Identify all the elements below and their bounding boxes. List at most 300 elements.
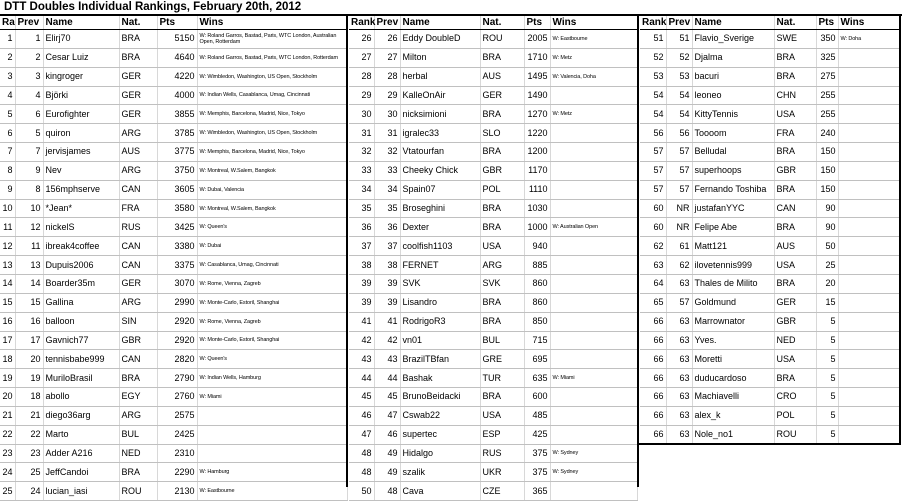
cell-rank[interactable]: 57 — [640, 143, 666, 162]
cell-nat[interactable]: CAN — [119, 256, 157, 275]
cell-name[interactable]: szalik — [400, 463, 480, 482]
cell-nat[interactable]: BRA — [774, 143, 816, 162]
cell-nat[interactable]: AUS — [774, 237, 816, 256]
cell-pts[interactable]: 3750 — [157, 161, 197, 180]
cell-nat[interactable]: NED — [774, 331, 816, 350]
cell-wins[interactable] — [838, 124, 900, 143]
cell-prev[interactable]: 56 — [666, 124, 692, 143]
cell-pts[interactable]: 5 — [816, 388, 838, 407]
cell-prev[interactable]: 63 — [666, 388, 692, 407]
cell-pts[interactable]: 1030 — [524, 199, 550, 218]
cell-rank[interactable]: 38 — [349, 256, 374, 275]
cell-pts[interactable]: 5 — [816, 312, 838, 331]
cell-nat[interactable]: BRA — [119, 463, 157, 482]
cell-name[interactable]: Gavnich77 — [43, 331, 119, 350]
cell-wins[interactable]: W: Hamburg — [197, 463, 347, 482]
cell-nat[interactable]: BRA — [480, 312, 524, 331]
cell-prev[interactable]: 54 — [666, 105, 692, 124]
cell-name[interactable]: duducardoso — [692, 369, 774, 388]
cell-prev[interactable]: 51 — [666, 30, 692, 49]
cell-prev[interactable]: 16 — [15, 312, 43, 331]
cell-rank[interactable]: 66 — [640, 406, 666, 425]
cell-pts[interactable]: 4640 — [157, 48, 197, 67]
cell-pts[interactable]: 1495 — [524, 67, 550, 86]
cell-name[interactable]: Cesar Luiz — [43, 48, 119, 67]
cell-name[interactable]: BrazilTBfan — [400, 350, 480, 369]
cell-wins[interactable] — [838, 237, 900, 256]
cell-wins[interactable]: W: Sydney — [550, 463, 637, 482]
cell-pts[interactable]: 3380 — [157, 237, 197, 256]
cell-nat[interactable]: POL — [774, 406, 816, 425]
cell-nat[interactable]: CZE — [480, 482, 524, 501]
cell-nat[interactable]: BUL — [480, 331, 524, 350]
cell-rank[interactable]: 62 — [640, 237, 666, 256]
cell-wins[interactable] — [550, 274, 637, 293]
cell-nat[interactable]: ROU — [480, 30, 524, 49]
cell-rank[interactable]: 34 — [349, 180, 374, 199]
cell-nat[interactable]: ROU — [774, 425, 816, 444]
cell-nat[interactable]: ARG — [119, 293, 157, 312]
cell-nat[interactable]: USA — [480, 237, 524, 256]
cell-rank[interactable]: 12 — [0, 237, 15, 256]
cell-pts[interactable]: 3375 — [157, 256, 197, 275]
cell-prev[interactable]: 43 — [374, 350, 400, 369]
cell-rank[interactable]: 4 — [0, 86, 15, 105]
cell-nat[interactable]: ARG — [119, 406, 157, 425]
cell-rank[interactable]: 22 — [0, 425, 15, 444]
cell-name[interactable]: BrunoBeidacki — [400, 388, 480, 407]
cell-rank[interactable]: 35 — [349, 199, 374, 218]
cell-pts[interactable]: 885 — [524, 256, 550, 275]
cell-rank[interactable]: 53 — [640, 67, 666, 86]
cell-pts[interactable]: 4000 — [157, 86, 197, 105]
cell-prev[interactable]: 53 — [666, 67, 692, 86]
cell-prev[interactable]: 63 — [666, 312, 692, 331]
cell-pts[interactable]: 850 — [524, 312, 550, 331]
cell-pts[interactable]: 1200 — [524, 143, 550, 162]
cell-rank[interactable]: 18 — [0, 350, 15, 369]
cell-nat[interactable]: GER — [119, 105, 157, 124]
cell-nat[interactable]: ARG — [119, 124, 157, 143]
cell-prev[interactable]: 37 — [374, 237, 400, 256]
cell-prev[interactable]: 42 — [374, 331, 400, 350]
cell-name[interactable]: Cheeky Chick — [400, 161, 480, 180]
cell-rank[interactable]: 14 — [0, 274, 15, 293]
cell-rank[interactable]: 46 — [349, 406, 374, 425]
cell-prev[interactable]: 4 — [15, 86, 43, 105]
cell-pts[interactable]: 715 — [524, 331, 550, 350]
cell-nat[interactable]: GER — [480, 86, 524, 105]
cell-pts[interactable]: 375 — [524, 463, 550, 482]
header-nat[interactable]: Nat. — [119, 15, 157, 30]
cell-name[interactable]: vn01 — [400, 331, 480, 350]
cell-name[interactable]: Elirj70 — [43, 30, 119, 49]
cell-wins[interactable]: W: Miami — [550, 369, 637, 388]
cell-nat[interactable]: BRA — [119, 369, 157, 388]
cell-wins[interactable] — [838, 143, 900, 162]
cell-name[interactable]: nickelS — [43, 218, 119, 237]
cell-name[interactable]: Cava — [400, 482, 480, 501]
cell-wins[interactable] — [550, 331, 637, 350]
cell-prev[interactable]: 15 — [15, 293, 43, 312]
cell-nat[interactable]: RUS — [480, 444, 524, 463]
header-nat[interactable]: Nat. — [774, 15, 816, 30]
cell-name[interactable]: Broseghini — [400, 199, 480, 218]
cell-prev[interactable]: 47 — [374, 406, 400, 425]
cell-name[interactable]: KalleOnAir — [400, 86, 480, 105]
cell-prev[interactable]: 63 — [666, 406, 692, 425]
cell-pts[interactable]: 255 — [816, 105, 838, 124]
cell-pts[interactable]: 1110 — [524, 180, 550, 199]
cell-prev[interactable]: 28 — [374, 67, 400, 86]
cell-pts[interactable]: 5150 — [157, 30, 197, 49]
cell-pts[interactable]: 2005 — [524, 30, 550, 49]
cell-pts[interactable]: 5 — [816, 425, 838, 444]
cell-nat[interactable]: GER — [119, 86, 157, 105]
cell-nat[interactable]: CAN — [774, 199, 816, 218]
cell-pts[interactable]: 5 — [816, 406, 838, 425]
header-wins[interactable]: Wins — [550, 15, 637, 30]
cell-nat[interactable]: FRA — [774, 124, 816, 143]
cell-wins[interactable]: W: Indian Wells, Hamburg — [197, 369, 347, 388]
cell-pts[interactable]: 3785 — [157, 124, 197, 143]
cell-rank[interactable]: 1 — [0, 30, 15, 49]
cell-pts[interactable]: 325 — [816, 48, 838, 67]
cell-rank[interactable]: 44 — [349, 369, 374, 388]
cell-wins[interactable] — [550, 388, 637, 407]
cell-rank[interactable]: 39 — [349, 274, 374, 293]
cell-nat[interactable]: GRE — [480, 350, 524, 369]
cell-wins[interactable]: W: Casablanca, Umag, Cincinnati — [197, 256, 347, 275]
cell-pts[interactable]: 2920 — [157, 312, 197, 331]
header-wins[interactable]: Wins — [197, 15, 347, 30]
cell-wins[interactable]: W: Sydney — [550, 444, 637, 463]
cell-name[interactable]: bacuri — [692, 67, 774, 86]
cell-prev[interactable]: 45 — [374, 388, 400, 407]
cell-name[interactable]: Djalma — [692, 48, 774, 67]
cell-prev[interactable]: NR — [666, 199, 692, 218]
cell-prev[interactable]: 34 — [374, 180, 400, 199]
cell-wins[interactable] — [550, 199, 637, 218]
cell-pts[interactable]: 1170 — [524, 161, 550, 180]
cell-wins[interactable] — [838, 293, 900, 312]
cell-prev[interactable]: 6 — [15, 105, 43, 124]
cell-name[interactable]: Machiavelli — [692, 388, 774, 407]
cell-nat[interactable]: USA — [774, 256, 816, 275]
cell-rank[interactable]: 41 — [349, 312, 374, 331]
cell-nat[interactable]: BRA — [774, 218, 816, 237]
cell-name[interactable]: Toooom — [692, 124, 774, 143]
cell-wins[interactable]: W: Roland Garros, Bastad, Paris, WTC London, Rotterdam — [197, 48, 347, 67]
cell-pts[interactable]: 350 — [816, 30, 838, 49]
cell-pts[interactable]: 25 — [816, 256, 838, 275]
cell-pts[interactable]: 5 — [816, 331, 838, 350]
header-nat[interactable]: Nat. — [480, 15, 524, 30]
cell-nat[interactable]: GBR — [480, 161, 524, 180]
cell-name[interactable]: ibreak4coffee — [43, 237, 119, 256]
cell-nat[interactable]: GBR — [774, 312, 816, 331]
cell-prev[interactable]: 49 — [374, 463, 400, 482]
cell-name[interactable]: Marrownator — [692, 312, 774, 331]
cell-rank[interactable]: 21 — [0, 406, 15, 425]
cell-wins[interactable]: W: Rome, Vienna, Zagreb — [197, 274, 347, 293]
cell-wins[interactable]: W: Monte-Carlo, Estoril, Shanghai — [197, 293, 347, 312]
cell-pts[interactable]: 3855 — [157, 105, 197, 124]
cell-wins[interactable]: W: Rome, Vienna, Zagreb — [197, 312, 347, 331]
cell-nat[interactable]: CRO — [774, 388, 816, 407]
cell-nat[interactable]: BRA — [119, 48, 157, 67]
cell-nat[interactable]: USA — [774, 105, 816, 124]
cell-wins[interactable]: W: Roland Garros, Bastad, Paris, WTC London, Australian Open, Rotterdam — [197, 30, 347, 49]
cell-pts[interactable]: 365 — [524, 482, 550, 501]
cell-wins[interactable] — [838, 86, 900, 105]
cell-pts[interactable]: 3775 — [157, 143, 197, 162]
cell-name[interactable]: JeffCandoi — [43, 463, 119, 482]
cell-nat[interactable]: GER — [119, 274, 157, 293]
cell-name[interactable]: MuriloBrasil — [43, 369, 119, 388]
header-prev[interactable]: Prev — [666, 15, 692, 30]
cell-nat[interactable]: SWE — [774, 30, 816, 49]
cell-pts[interactable]: 255 — [816, 86, 838, 105]
cell-name[interactable]: FERNET — [400, 256, 480, 275]
cell-wins[interactable]: W: Australian Open — [550, 218, 637, 237]
cell-rank[interactable]: 3 — [0, 67, 15, 86]
cell-wins[interactable]: W: Montreal, W.Salem, Bangkok — [197, 161, 347, 180]
cell-name[interactable]: leoneo — [692, 86, 774, 105]
cell-prev[interactable]: 39 — [374, 274, 400, 293]
cell-rank[interactable]: 43 — [349, 350, 374, 369]
cell-nat[interactable]: ROU — [119, 482, 157, 501]
cell-wins[interactable] — [550, 406, 637, 425]
cell-prev[interactable]: 39 — [374, 293, 400, 312]
cell-prev[interactable]: 17 — [15, 331, 43, 350]
cell-name[interactable]: Vtatourfan — [400, 143, 480, 162]
cell-name[interactable]: ilovetennis999 — [692, 256, 774, 275]
cell-rank[interactable]: 2 — [0, 48, 15, 67]
cell-wins[interactable]: W: Monte-Carlo, Estoril, Shanghai — [197, 331, 347, 350]
cell-nat[interactable]: ESP — [480, 425, 524, 444]
cell-prev[interactable]: 21 — [15, 406, 43, 425]
cell-pts[interactable]: 90 — [816, 199, 838, 218]
cell-name[interactable]: quiron — [43, 124, 119, 143]
cell-rank[interactable]: 66 — [640, 369, 666, 388]
cell-prev[interactable]: 31 — [374, 124, 400, 143]
cell-prev[interactable]: 57 — [666, 161, 692, 180]
cell-wins[interactable] — [550, 312, 637, 331]
cell-rank[interactable]: 13 — [0, 256, 15, 275]
cell-rank[interactable]: 11 — [0, 218, 15, 237]
cell-pts[interactable]: 1710 — [524, 48, 550, 67]
cell-wins[interactable] — [550, 293, 637, 312]
cell-wins[interactable]: W: Montreal, W.Salem, Bangkok — [197, 199, 347, 218]
cell-wins[interactable]: W: Miami — [197, 388, 347, 407]
cell-name[interactable]: Yves. — [692, 331, 774, 350]
cell-nat[interactable]: FRA — [119, 199, 157, 218]
cell-rank[interactable]: 9 — [0, 180, 15, 199]
cell-prev[interactable]: 44 — [374, 369, 400, 388]
cell-prev[interactable]: 24 — [15, 482, 43, 501]
cell-prev[interactable]: 52 — [666, 48, 692, 67]
cell-nat[interactable]: NED — [119, 444, 157, 463]
cell-prev[interactable]: 27 — [374, 48, 400, 67]
cell-pts[interactable]: 150 — [816, 143, 838, 162]
cell-prev[interactable]: 11 — [15, 237, 43, 256]
cell-pts[interactable]: 2130 — [157, 482, 197, 501]
cell-wins[interactable]: W: Metz — [550, 105, 637, 124]
cell-nat[interactable]: GER — [774, 293, 816, 312]
cell-name[interactable]: Felipe Abe — [692, 218, 774, 237]
cell-pts[interactable]: 3425 — [157, 218, 197, 237]
cell-nat[interactable]: CAN — [119, 350, 157, 369]
cell-name[interactable]: igralec33 — [400, 124, 480, 143]
cell-prev[interactable]: 57 — [666, 180, 692, 199]
cell-name[interactable]: tennisbabe999 — [43, 350, 119, 369]
cell-wins[interactable]: W: Wimbledon, Washington, US Open, Stockholm — [197, 124, 347, 143]
cell-pts[interactable]: 860 — [524, 274, 550, 293]
cell-wins[interactable] — [550, 86, 637, 105]
cell-pts[interactable]: 375 — [524, 444, 550, 463]
cell-rank[interactable]: 19 — [0, 369, 15, 388]
cell-name[interactable]: diego36arg — [43, 406, 119, 425]
cell-wins[interactable] — [838, 161, 900, 180]
cell-rank[interactable]: 66 — [640, 388, 666, 407]
cell-pts[interactable]: 5 — [816, 350, 838, 369]
cell-prev[interactable]: 23 — [15, 444, 43, 463]
cell-pts[interactable]: 2990 — [157, 293, 197, 312]
cell-prev[interactable]: 19 — [15, 369, 43, 388]
cell-rank[interactable]: 66 — [640, 312, 666, 331]
cell-name[interactable]: Marto — [43, 425, 119, 444]
cell-prev[interactable]: 54 — [666, 86, 692, 105]
cell-name[interactable]: balloon — [43, 312, 119, 331]
cell-name[interactable]: KittyTennis — [692, 105, 774, 124]
cell-nat[interactable]: GBR — [119, 331, 157, 350]
cell-name[interactable]: Flavio_Sverige — [692, 30, 774, 49]
cell-pts[interactable]: 1220 — [524, 124, 550, 143]
cell-wins[interactable] — [838, 256, 900, 275]
cell-pts[interactable]: 4220 — [157, 67, 197, 86]
cell-prev[interactable]: 32 — [374, 143, 400, 162]
cell-name[interactable]: jervisjames — [43, 143, 119, 162]
cell-rank[interactable]: 37 — [349, 237, 374, 256]
cell-nat[interactable]: BRA — [119, 30, 157, 49]
cell-nat[interactable]: BRA — [774, 274, 816, 293]
header-wins[interactable]: Wins — [838, 15, 900, 30]
cell-wins[interactable]: W: Indian Wells, Casablanca, Umag, Cincinnati — [197, 86, 347, 105]
cell-rank[interactable]: 10 — [0, 199, 15, 218]
cell-nat[interactable]: USA — [480, 406, 524, 425]
cell-wins[interactable] — [838, 274, 900, 293]
cell-nat[interactable]: AUS — [119, 143, 157, 162]
cell-name[interactable]: Goldmund — [692, 293, 774, 312]
cell-name[interactable]: Lisandro — [400, 293, 480, 312]
cell-rank[interactable]: 65 — [640, 293, 666, 312]
header-rank[interactable]: Ra — [2, 16, 15, 28]
cell-prev[interactable]: 33 — [374, 161, 400, 180]
cell-wins[interactable] — [550, 124, 637, 143]
cell-wins[interactable]: W: Memphis, Barcelona, Madrid, Nice, Tokyo — [197, 105, 347, 124]
cell-rank[interactable]: 48 — [349, 463, 374, 482]
header-rank[interactable]: Rank — [642, 16, 667, 28]
cell-name[interactable]: justafanYYC — [692, 199, 774, 218]
cell-rank[interactable]: 63 — [640, 256, 666, 275]
cell-wins[interactable]: W: Doha — [838, 30, 900, 49]
cell-wins[interactable] — [838, 48, 900, 67]
cell-wins[interactable] — [197, 425, 347, 444]
cell-rank[interactable]: 6 — [0, 124, 15, 143]
cell-name[interactable]: supertec — [400, 425, 480, 444]
cell-wins[interactable] — [550, 425, 637, 444]
cell-rank[interactable]: 48 — [349, 444, 374, 463]
cell-pts[interactable]: 90 — [816, 218, 838, 237]
cell-pts[interactable]: 50 — [816, 237, 838, 256]
cell-rank[interactable]: 45 — [349, 388, 374, 407]
cell-prev[interactable]: 2 — [15, 48, 43, 67]
cell-pts[interactable]: 485 — [524, 406, 550, 425]
cell-rank[interactable]: 30 — [349, 105, 374, 124]
cell-rank[interactable]: 66 — [640, 331, 666, 350]
cell-pts[interactable]: 3070 — [157, 274, 197, 293]
header-rank[interactable]: Rank — [351, 16, 376, 28]
cell-nat[interactable]: TUR — [480, 369, 524, 388]
cell-prev[interactable]: 35 — [374, 199, 400, 218]
cell-wins[interactable] — [838, 180, 900, 199]
cell-wins[interactable] — [550, 143, 637, 162]
cell-rank[interactable]: 17 — [0, 331, 15, 350]
cell-pts[interactable]: 635 — [524, 369, 550, 388]
cell-nat[interactable]: BUL — [119, 425, 157, 444]
cell-name[interactable]: Nev — [43, 161, 119, 180]
cell-wins[interactable]: W: Eastbourne — [550, 30, 637, 49]
cell-nat[interactable]: BRA — [480, 293, 524, 312]
cell-wins[interactable]: W: Eastbourne — [197, 482, 347, 501]
cell-name[interactable]: Thales de Milito — [692, 274, 774, 293]
cell-nat[interactable]: BRA — [480, 388, 524, 407]
cell-wins[interactable] — [550, 161, 637, 180]
cell-prev[interactable]: 46 — [374, 425, 400, 444]
header-prev[interactable]: Prev — [15, 15, 43, 30]
cell-pts[interactable]: 2575 — [157, 406, 197, 425]
cell-nat[interactable]: USA — [774, 350, 816, 369]
cell-nat[interactable]: SLO — [480, 124, 524, 143]
cell-name[interactable]: Hidalgo — [400, 444, 480, 463]
cell-prev[interactable]: 26 — [374, 30, 400, 49]
cell-rank[interactable]: 42 — [349, 331, 374, 350]
cell-nat[interactable]: AUS — [480, 67, 524, 86]
cell-wins[interactable]: W: Wimbledon, Washington, US Open, Stockholm — [197, 67, 347, 86]
cell-name[interactable]: Eurofighter — [43, 105, 119, 124]
cell-prev[interactable]: 63 — [666, 331, 692, 350]
header-name[interactable]: Name — [692, 15, 774, 30]
cell-nat[interactable]: RUS — [119, 218, 157, 237]
cell-name[interactable]: Moretti — [692, 350, 774, 369]
cell-rank[interactable]: 26 — [349, 30, 374, 49]
cell-pts[interactable]: 5 — [816, 369, 838, 388]
cell-name[interactable]: Gallina — [43, 293, 119, 312]
cell-nat[interactable]: BRA — [480, 143, 524, 162]
cell-pts[interactable]: 2760 — [157, 388, 197, 407]
cell-rank[interactable]: 15 — [0, 293, 15, 312]
cell-pts[interactable]: 860 — [524, 293, 550, 312]
cell-prev[interactable]: 48 — [374, 482, 400, 501]
cell-name[interactable]: SVK — [400, 274, 480, 293]
cell-rank[interactable]: 29 — [349, 86, 374, 105]
cell-prev[interactable]: 63 — [666, 350, 692, 369]
cell-prev[interactable]: NR — [666, 218, 692, 237]
cell-wins[interactable] — [838, 406, 900, 425]
cell-wins[interactable] — [838, 105, 900, 124]
cell-name[interactable]: herbal — [400, 67, 480, 86]
